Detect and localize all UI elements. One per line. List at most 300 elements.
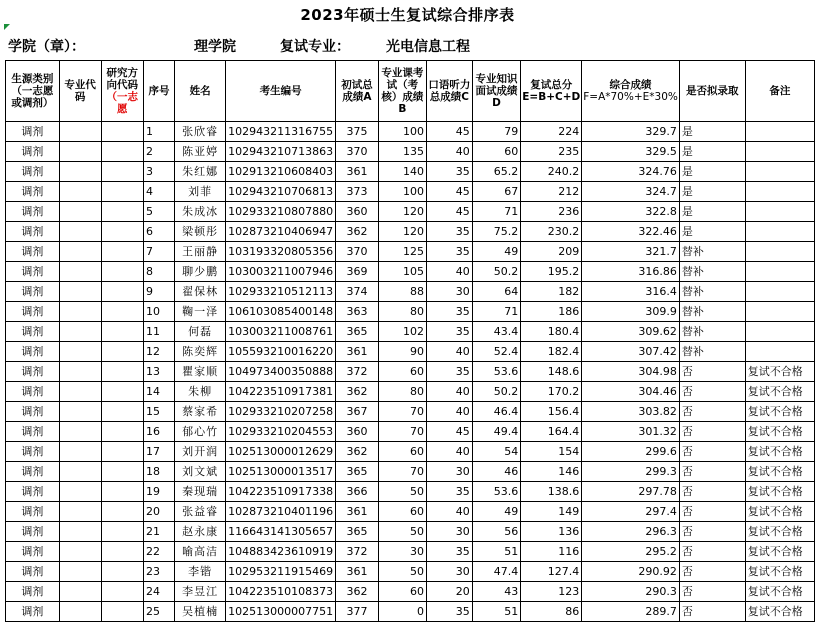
cell-remark[interactable]: 复试不合格 xyxy=(745,602,814,622)
cell-name[interactable]: 李锴 xyxy=(175,562,226,582)
cell-retest-total[interactable]: 224 xyxy=(521,122,582,142)
header-seq[interactable]: 序号 xyxy=(143,61,174,122)
cell-oral-score[interactable]: 35 xyxy=(426,362,472,382)
cell-knowledge-score[interactable]: 56 xyxy=(472,522,520,542)
cell-final-score[interactable]: 290.92 xyxy=(582,562,680,582)
cell-direction-code[interactable] xyxy=(101,582,143,602)
cell-seq[interactable]: 15 xyxy=(143,402,174,422)
cell-remark[interactable] xyxy=(745,162,814,182)
cell-oral-score[interactable]: 35 xyxy=(426,482,472,502)
header-oral-score[interactable]: 口语听力总成绩C xyxy=(426,61,472,122)
cell-initial-total[interactable]: 361 xyxy=(336,502,379,522)
cell-initial-total[interactable]: 360 xyxy=(336,202,379,222)
cell-admitted[interactable]: 否 xyxy=(679,462,745,482)
cell-name[interactable]: 秦现瑞 xyxy=(175,482,226,502)
cell-admitted[interactable]: 替补 xyxy=(679,302,745,322)
cell-seq[interactable]: 18 xyxy=(143,462,174,482)
cell-direction-code[interactable] xyxy=(101,602,143,622)
cell-seq[interactable]: 19 xyxy=(143,482,174,502)
header-knowledge-score[interactable]: 专业知识面试成绩D xyxy=(472,61,520,122)
cell-initial-total[interactable]: 362 xyxy=(336,442,379,462)
cell-exam-id[interactable]: 102933210512113 xyxy=(226,282,336,302)
cell-name[interactable]: 喻高洁 xyxy=(175,542,226,562)
cell-admitted[interactable]: 否 xyxy=(679,522,745,542)
cell-major-code[interactable] xyxy=(59,142,101,162)
cell-course-score[interactable]: 60 xyxy=(378,502,426,522)
cell-knowledge-score[interactable]: 49 xyxy=(472,242,520,262)
cell-final-score[interactable]: 324.7 xyxy=(582,182,680,202)
cell-admitted[interactable]: 是 xyxy=(679,182,745,202)
cell-course-score[interactable]: 100 xyxy=(378,182,426,202)
cell-name[interactable]: 王丽静 xyxy=(175,242,226,262)
cell-major-code[interactable] xyxy=(59,202,101,222)
cell-retest-total[interactable]: 149 xyxy=(521,502,582,522)
cell-initial-total[interactable]: 361 xyxy=(336,342,379,362)
cell-major-code[interactable] xyxy=(59,342,101,362)
cell-remark[interactable] xyxy=(745,302,814,322)
cell-source-type[interactable]: 调剂 xyxy=(6,122,60,142)
cell-final-score[interactable]: 304.46 xyxy=(582,382,680,402)
cell-source-type[interactable]: 调剂 xyxy=(6,422,60,442)
cell-exam-id[interactable]: 102513000012629 xyxy=(226,442,336,462)
cell-initial-total[interactable]: 366 xyxy=(336,482,379,502)
cell-final-score[interactable]: 296.3 xyxy=(582,522,680,542)
cell-oral-score[interactable]: 35 xyxy=(426,302,472,322)
cell-direction-code[interactable] xyxy=(101,142,143,162)
cell-major-code[interactable] xyxy=(59,242,101,262)
cell-source-type[interactable]: 调剂 xyxy=(6,402,60,422)
cell-initial-total[interactable]: 362 xyxy=(336,382,379,402)
cell-direction-code[interactable] xyxy=(101,242,143,262)
cell-knowledge-score[interactable]: 51 xyxy=(472,542,520,562)
cell-initial-total[interactable]: 365 xyxy=(336,322,379,342)
cell-exam-id[interactable]: 102913210608403 xyxy=(226,162,336,182)
cell-name[interactable]: 李昱江 xyxy=(175,582,226,602)
cell-final-score[interactable]: 290.3 xyxy=(582,582,680,602)
cell-admitted[interactable]: 否 xyxy=(679,402,745,422)
cell-remark[interactable] xyxy=(745,322,814,342)
cell-final-score[interactable]: 299.3 xyxy=(582,462,680,482)
cell-course-score[interactable]: 80 xyxy=(378,382,426,402)
cell-oral-score[interactable]: 45 xyxy=(426,122,472,142)
cell-knowledge-score[interactable]: 49 xyxy=(472,502,520,522)
cell-final-score[interactable]: 316.86 xyxy=(582,262,680,282)
cell-knowledge-score[interactable]: 54 xyxy=(472,442,520,462)
cell-oral-score[interactable]: 30 xyxy=(426,462,472,482)
cell-exam-id[interactable]: 104883423610919 xyxy=(226,542,336,562)
cell-exam-id[interactable]: 103193320805356 xyxy=(226,242,336,262)
cell-name[interactable]: 刘文斌 xyxy=(175,462,226,482)
cell-remark[interactable] xyxy=(745,122,814,142)
cell-initial-total[interactable]: 372 xyxy=(336,542,379,562)
cell-direction-code[interactable] xyxy=(101,562,143,582)
cell-source-type[interactable]: 调剂 xyxy=(6,302,60,322)
cell-exam-id[interactable]: 116643141305657 xyxy=(226,522,336,542)
cell-seq[interactable]: 22 xyxy=(143,542,174,562)
cell-course-score[interactable]: 80 xyxy=(378,302,426,322)
cell-course-score[interactable]: 125 xyxy=(378,242,426,262)
cell-final-score[interactable]: 297.78 xyxy=(582,482,680,502)
cell-retest-total[interactable]: 235 xyxy=(521,142,582,162)
cell-knowledge-score[interactable]: 75.2 xyxy=(472,222,520,242)
cell-oral-score[interactable]: 40 xyxy=(426,442,472,462)
cell-oral-score[interactable]: 35 xyxy=(426,162,472,182)
cell-seq[interactable]: 5 xyxy=(143,202,174,222)
cell-retest-total[interactable]: 86 xyxy=(521,602,582,622)
cell-retest-total[interactable]: 154 xyxy=(521,442,582,462)
cell-course-score[interactable]: 70 xyxy=(378,402,426,422)
cell-oral-score[interactable]: 30 xyxy=(426,562,472,582)
header-direction-code[interactable] xyxy=(101,61,143,122)
cell-final-score[interactable]: 307.42 xyxy=(582,342,680,362)
cell-initial-total[interactable]: 367 xyxy=(336,402,379,422)
cell-final-score[interactable]: 297.4 xyxy=(582,502,680,522)
cell-major-code[interactable] xyxy=(59,422,101,442)
cell-exam-id[interactable]: 102933210807880 xyxy=(226,202,336,222)
cell-exam-id[interactable]: 102943210713863 xyxy=(226,142,336,162)
cell-exam-id[interactable]: 102513000013517 xyxy=(226,462,336,482)
cell-source-type[interactable]: 调剂 xyxy=(6,602,60,622)
cell-course-score[interactable]: 140 xyxy=(378,162,426,182)
cell-final-score[interactable]: 321.7 xyxy=(582,242,680,262)
cell-remark[interactable] xyxy=(745,222,814,242)
cell-name[interactable]: 何磊 xyxy=(175,322,226,342)
cell-source-type[interactable]: 调剂 xyxy=(6,442,60,462)
cell-oral-score[interactable]: 40 xyxy=(426,142,472,162)
cell-seq[interactable]: 20 xyxy=(143,502,174,522)
cell-admitted[interactable]: 否 xyxy=(679,582,745,602)
cell-retest-total[interactable]: 123 xyxy=(521,582,582,602)
cell-major-code[interactable] xyxy=(59,522,101,542)
cell-knowledge-score[interactable]: 60 xyxy=(472,142,520,162)
cell-retest-total[interactable]: 164.4 xyxy=(521,422,582,442)
cell-direction-code[interactable] xyxy=(101,482,143,502)
cell-oral-score[interactable]: 35 xyxy=(426,322,472,342)
cell-name[interactable]: 朱成冰 xyxy=(175,202,226,222)
cell-initial-total[interactable]: 363 xyxy=(336,302,379,322)
cell-knowledge-score[interactable]: 51 xyxy=(472,602,520,622)
cell-major-code[interactable] xyxy=(59,122,101,142)
cell-oral-score[interactable]: 40 xyxy=(426,342,472,362)
cell-source-type[interactable]: 调剂 xyxy=(6,462,60,482)
cell-final-score[interactable]: 304.98 xyxy=(582,362,680,382)
cell-retest-total[interactable]: 116 xyxy=(521,542,582,562)
cell-major-code[interactable] xyxy=(59,282,101,302)
cell-course-score[interactable]: 120 xyxy=(378,202,426,222)
cell-major-code[interactable] xyxy=(59,222,101,242)
cell-source-type[interactable]: 调剂 xyxy=(6,342,60,362)
cell-seq[interactable]: 11 xyxy=(143,322,174,342)
cell-final-score[interactable]: 301.32 xyxy=(582,422,680,442)
cell-direction-code[interactable] xyxy=(101,122,143,142)
cell-retest-total[interactable]: 209 xyxy=(521,242,582,262)
cell-initial-total[interactable]: 362 xyxy=(336,582,379,602)
cell-name[interactable]: 张欣睿 xyxy=(175,122,226,142)
cell-source-type[interactable]: 调剂 xyxy=(6,502,60,522)
cell-major-code[interactable] xyxy=(59,502,101,522)
cell-name[interactable]: 朱柳 xyxy=(175,382,226,402)
cell-source-type[interactable]: 调剂 xyxy=(6,162,60,182)
cell-admitted[interactable]: 替补 xyxy=(679,242,745,262)
header-remark[interactable]: 备注 xyxy=(745,61,814,122)
cell-knowledge-score[interactable]: 71 xyxy=(472,302,520,322)
cell-admitted[interactable]: 否 xyxy=(679,602,745,622)
cell-name[interactable]: 聊少鹏 xyxy=(175,262,226,282)
cell-retest-total[interactable]: 138.6 xyxy=(521,482,582,502)
cell-course-score[interactable]: 70 xyxy=(378,462,426,482)
cell-initial-total[interactable]: 373 xyxy=(336,182,379,202)
cell-retest-total[interactable]: 180.4 xyxy=(521,322,582,342)
cell-remark[interactable] xyxy=(745,282,814,302)
cell-source-type[interactable]: 调剂 xyxy=(6,222,60,242)
cell-course-score[interactable]: 102 xyxy=(378,322,426,342)
cell-name[interactable]: 陈奕辉 xyxy=(175,342,226,362)
cell-remark[interactable]: 复试不合格 xyxy=(745,422,814,442)
cell-knowledge-score[interactable]: 67 xyxy=(472,182,520,202)
cell-exam-id[interactable]: 104223510917381 xyxy=(226,382,336,402)
cell-major-code[interactable] xyxy=(59,322,101,342)
header-major-code[interactable]: 专业代码 xyxy=(59,61,101,122)
cell-remark[interactable] xyxy=(745,242,814,262)
cell-direction-code[interactable] xyxy=(101,422,143,442)
cell-major-code[interactable] xyxy=(59,462,101,482)
cell-knowledge-score[interactable]: 53.6 xyxy=(472,362,520,382)
cell-exam-id[interactable]: 102943211316755 xyxy=(226,122,336,142)
cell-source-type[interactable]: 调剂 xyxy=(6,282,60,302)
cell-source-type[interactable]: 调剂 xyxy=(6,542,60,562)
cell-exam-id[interactable]: 102953211915469 xyxy=(226,562,336,582)
cell-name[interactable]: 吴植楠 xyxy=(175,602,226,622)
cell-seq[interactable]: 12 xyxy=(143,342,174,362)
cell-remark[interactable]: 复试不合格 xyxy=(745,482,814,502)
cell-course-score[interactable]: 120 xyxy=(378,222,426,242)
cell-knowledge-score[interactable]: 79 xyxy=(472,122,520,142)
cell-direction-code[interactable] xyxy=(101,542,143,562)
cell-admitted[interactable]: 替补 xyxy=(679,282,745,302)
cell-admitted[interactable]: 否 xyxy=(679,382,745,402)
cell-direction-code[interactable] xyxy=(101,302,143,322)
cell-knowledge-score[interactable]: 47.4 xyxy=(472,562,520,582)
cell-admitted[interactable]: 是 xyxy=(679,162,745,182)
cell-admitted[interactable]: 否 xyxy=(679,502,745,522)
cell-admitted[interactable]: 替补 xyxy=(679,262,745,282)
cell-oral-score[interactable]: 30 xyxy=(426,522,472,542)
cell-direction-code[interactable] xyxy=(101,402,143,422)
cell-remark[interactable]: 复试不合格 xyxy=(745,562,814,582)
cell-course-score[interactable]: 0 xyxy=(378,602,426,622)
cell-retest-total[interactable]: 236 xyxy=(521,202,582,222)
cell-name[interactable]: 张益睿 xyxy=(175,502,226,522)
cell-source-type[interactable]: 调剂 xyxy=(6,202,60,222)
cell-initial-total[interactable]: 377 xyxy=(336,602,379,622)
cell-final-score[interactable]: 303.82 xyxy=(582,402,680,422)
cell-seq[interactable]: 4 xyxy=(143,182,174,202)
cell-course-score[interactable]: 60 xyxy=(378,442,426,462)
cell-direction-code[interactable] xyxy=(101,502,143,522)
cell-retest-total[interactable]: 136 xyxy=(521,522,582,542)
cell-retest-total[interactable]: 230.2 xyxy=(521,222,582,242)
cell-initial-total[interactable]: 372 xyxy=(336,362,379,382)
cell-name[interactable]: 刘开润 xyxy=(175,442,226,462)
cell-course-score[interactable]: 105 xyxy=(378,262,426,282)
header-exam-id[interactable]: 考生编号 xyxy=(226,61,336,122)
cell-seq[interactable]: 9 xyxy=(143,282,174,302)
cell-exam-id[interactable]: 104973400350888 xyxy=(226,362,336,382)
cell-exam-id[interactable]: 102513000007751 xyxy=(226,602,336,622)
cell-knowledge-score[interactable]: 43.4 xyxy=(472,322,520,342)
cell-direction-code[interactable] xyxy=(101,162,143,182)
cell-major-code[interactable] xyxy=(59,162,101,182)
cell-seq[interactable]: 1 xyxy=(143,122,174,142)
cell-source-type[interactable]: 调剂 xyxy=(6,142,60,162)
cell-remark[interactable]: 复试不合格 xyxy=(745,502,814,522)
cell-admitted[interactable]: 否 xyxy=(679,362,745,382)
cell-retest-total[interactable]: 170.2 xyxy=(521,382,582,402)
cell-seq[interactable]: 7 xyxy=(143,242,174,262)
cell-course-score[interactable]: 50 xyxy=(378,482,426,502)
cell-remark[interactable]: 复试不合格 xyxy=(745,582,814,602)
cell-direction-code[interactable] xyxy=(101,382,143,402)
header-source-type[interactable]: 生源类别（一志愿或调剂） xyxy=(6,61,60,122)
cell-name[interactable]: 瞿家顺 xyxy=(175,362,226,382)
header-name[interactable]: 姓名 xyxy=(175,61,226,122)
cell-major-code[interactable] xyxy=(59,262,101,282)
cell-initial-total[interactable]: 369 xyxy=(336,262,379,282)
cell-final-score[interactable]: 329.7 xyxy=(582,122,680,142)
cell-oral-score[interactable]: 45 xyxy=(426,422,472,442)
cell-retest-total[interactable]: 186 xyxy=(521,302,582,322)
cell-major-code[interactable] xyxy=(59,382,101,402)
cell-oral-score[interactable]: 35 xyxy=(426,602,472,622)
cell-oral-score[interactable]: 20 xyxy=(426,582,472,602)
cell-oral-score[interactable]: 35 xyxy=(426,222,472,242)
cell-major-code[interactable] xyxy=(59,482,101,502)
cell-oral-score[interactable]: 40 xyxy=(426,502,472,522)
cell-course-score[interactable]: 60 xyxy=(378,582,426,602)
cell-source-type[interactable]: 调剂 xyxy=(6,242,60,262)
cell-exam-id[interactable]: 103003211007946 xyxy=(226,262,336,282)
cell-knowledge-score[interactable]: 50.2 xyxy=(472,262,520,282)
cell-admitted[interactable]: 否 xyxy=(679,442,745,462)
cell-oral-score[interactable]: 45 xyxy=(426,202,472,222)
cell-seq[interactable]: 23 xyxy=(143,562,174,582)
cell-remark[interactable]: 复试不合格 xyxy=(745,382,814,402)
cell-exam-id[interactable]: 102933210204553 xyxy=(226,422,336,442)
cell-knowledge-score[interactable]: 46.4 xyxy=(472,402,520,422)
cell-seq[interactable]: 2 xyxy=(143,142,174,162)
cell-major-code[interactable] xyxy=(59,442,101,462)
cell-seq[interactable]: 10 xyxy=(143,302,174,322)
cell-source-type[interactable]: 调剂 xyxy=(6,262,60,282)
cell-name[interactable]: 刘菲 xyxy=(175,182,226,202)
cell-knowledge-score[interactable]: 64 xyxy=(472,282,520,302)
cell-name[interactable]: 朱红娜 xyxy=(175,162,226,182)
cell-retest-total[interactable]: 212 xyxy=(521,182,582,202)
cell-initial-total[interactable]: 365 xyxy=(336,462,379,482)
cell-remark[interactable] xyxy=(745,202,814,222)
cell-course-score[interactable]: 30 xyxy=(378,542,426,562)
cell-name[interactable]: 赵永康 xyxy=(175,522,226,542)
cell-source-type[interactable]: 调剂 xyxy=(6,182,60,202)
cell-remark[interactable]: 复试不合格 xyxy=(745,442,814,462)
cell-knowledge-score[interactable]: 46 xyxy=(472,462,520,482)
cell-direction-code[interactable] xyxy=(101,342,143,362)
cell-remark[interactable]: 复试不合格 xyxy=(745,542,814,562)
cell-course-score[interactable]: 88 xyxy=(378,282,426,302)
cell-course-score[interactable]: 100 xyxy=(378,122,426,142)
cell-knowledge-score[interactable]: 49.4 xyxy=(472,422,520,442)
cell-direction-code[interactable] xyxy=(101,262,143,282)
cell-initial-total[interactable]: 370 xyxy=(336,242,379,262)
cell-direction-code[interactable] xyxy=(101,282,143,302)
cell-knowledge-score[interactable]: 50.2 xyxy=(472,382,520,402)
cell-major-code[interactable] xyxy=(59,302,101,322)
cell-final-score[interactable]: 322.46 xyxy=(582,222,680,242)
cell-name[interactable]: 梁顿彤 xyxy=(175,222,226,242)
cell-course-score[interactable]: 70 xyxy=(378,422,426,442)
cell-seq[interactable]: 16 xyxy=(143,422,174,442)
cell-initial-total[interactable]: 362 xyxy=(336,222,379,242)
cell-initial-total[interactable]: 361 xyxy=(336,162,379,182)
cell-admitted[interactable]: 是 xyxy=(679,142,745,162)
cell-initial-total[interactable]: 375 xyxy=(336,122,379,142)
cell-admitted[interactable]: 否 xyxy=(679,542,745,562)
cell-remark[interactable] xyxy=(745,142,814,162)
cell-admitted[interactable]: 否 xyxy=(679,562,745,582)
cell-seq[interactable]: 8 xyxy=(143,262,174,282)
cell-source-type[interactable]: 调剂 xyxy=(6,382,60,402)
cell-remark[interactable] xyxy=(745,342,814,362)
cell-course-score[interactable]: 135 xyxy=(378,142,426,162)
cell-seq[interactable]: 25 xyxy=(143,602,174,622)
cell-retest-total[interactable]: 127.4 xyxy=(521,562,582,582)
cell-exam-id[interactable]: 103003211008761 xyxy=(226,322,336,342)
cell-knowledge-score[interactable]: 52.4 xyxy=(472,342,520,362)
cell-admitted[interactable]: 是 xyxy=(679,222,745,242)
cell-initial-total[interactable]: 365 xyxy=(336,522,379,542)
cell-name[interactable]: 陈亚婷 xyxy=(175,142,226,162)
cell-source-type[interactable]: 调剂 xyxy=(6,322,60,342)
cell-retest-total[interactable]: 240.2 xyxy=(521,162,582,182)
cell-source-type[interactable]: 调剂 xyxy=(6,362,60,382)
cell-source-type[interactable]: 调剂 xyxy=(6,482,60,502)
cell-exam-id[interactable]: 106103085400148 xyxy=(226,302,336,322)
cell-admitted[interactable]: 替补 xyxy=(679,342,745,362)
cell-name[interactable]: 郁心竹 xyxy=(175,422,226,442)
cell-name[interactable]: 鞠一泽 xyxy=(175,302,226,322)
header-course-score[interactable]: 专业课考试（考核）成绩B xyxy=(378,61,426,122)
cell-name[interactable]: 蔡家希 xyxy=(175,402,226,422)
cell-source-type[interactable]: 调剂 xyxy=(6,562,60,582)
cell-retest-total[interactable]: 182.4 xyxy=(521,342,582,362)
cell-direction-code[interactable] xyxy=(101,362,143,382)
cell-admitted[interactable]: 是 xyxy=(679,122,745,142)
cell-source-type[interactable]: 调剂 xyxy=(6,522,60,542)
cell-major-code[interactable] xyxy=(59,542,101,562)
cell-source-type[interactable]: 调剂 xyxy=(6,582,60,602)
cell-course-score[interactable]: 90 xyxy=(378,342,426,362)
cell-initial-total[interactable]: 361 xyxy=(336,562,379,582)
cell-seq[interactable]: 3 xyxy=(143,162,174,182)
cell-major-code[interactable] xyxy=(59,562,101,582)
cell-final-score[interactable]: 322.8 xyxy=(582,202,680,222)
cell-oral-score[interactable]: 40 xyxy=(426,262,472,282)
cell-remark[interactable]: 复试不合格 xyxy=(745,402,814,422)
cell-exam-id[interactable]: 104223510917338 xyxy=(226,482,336,502)
cell-exam-id[interactable]: 104223510108373 xyxy=(226,582,336,602)
cell-oral-score[interactable]: 45 xyxy=(426,182,472,202)
cell-oral-score[interactable]: 30 xyxy=(426,282,472,302)
